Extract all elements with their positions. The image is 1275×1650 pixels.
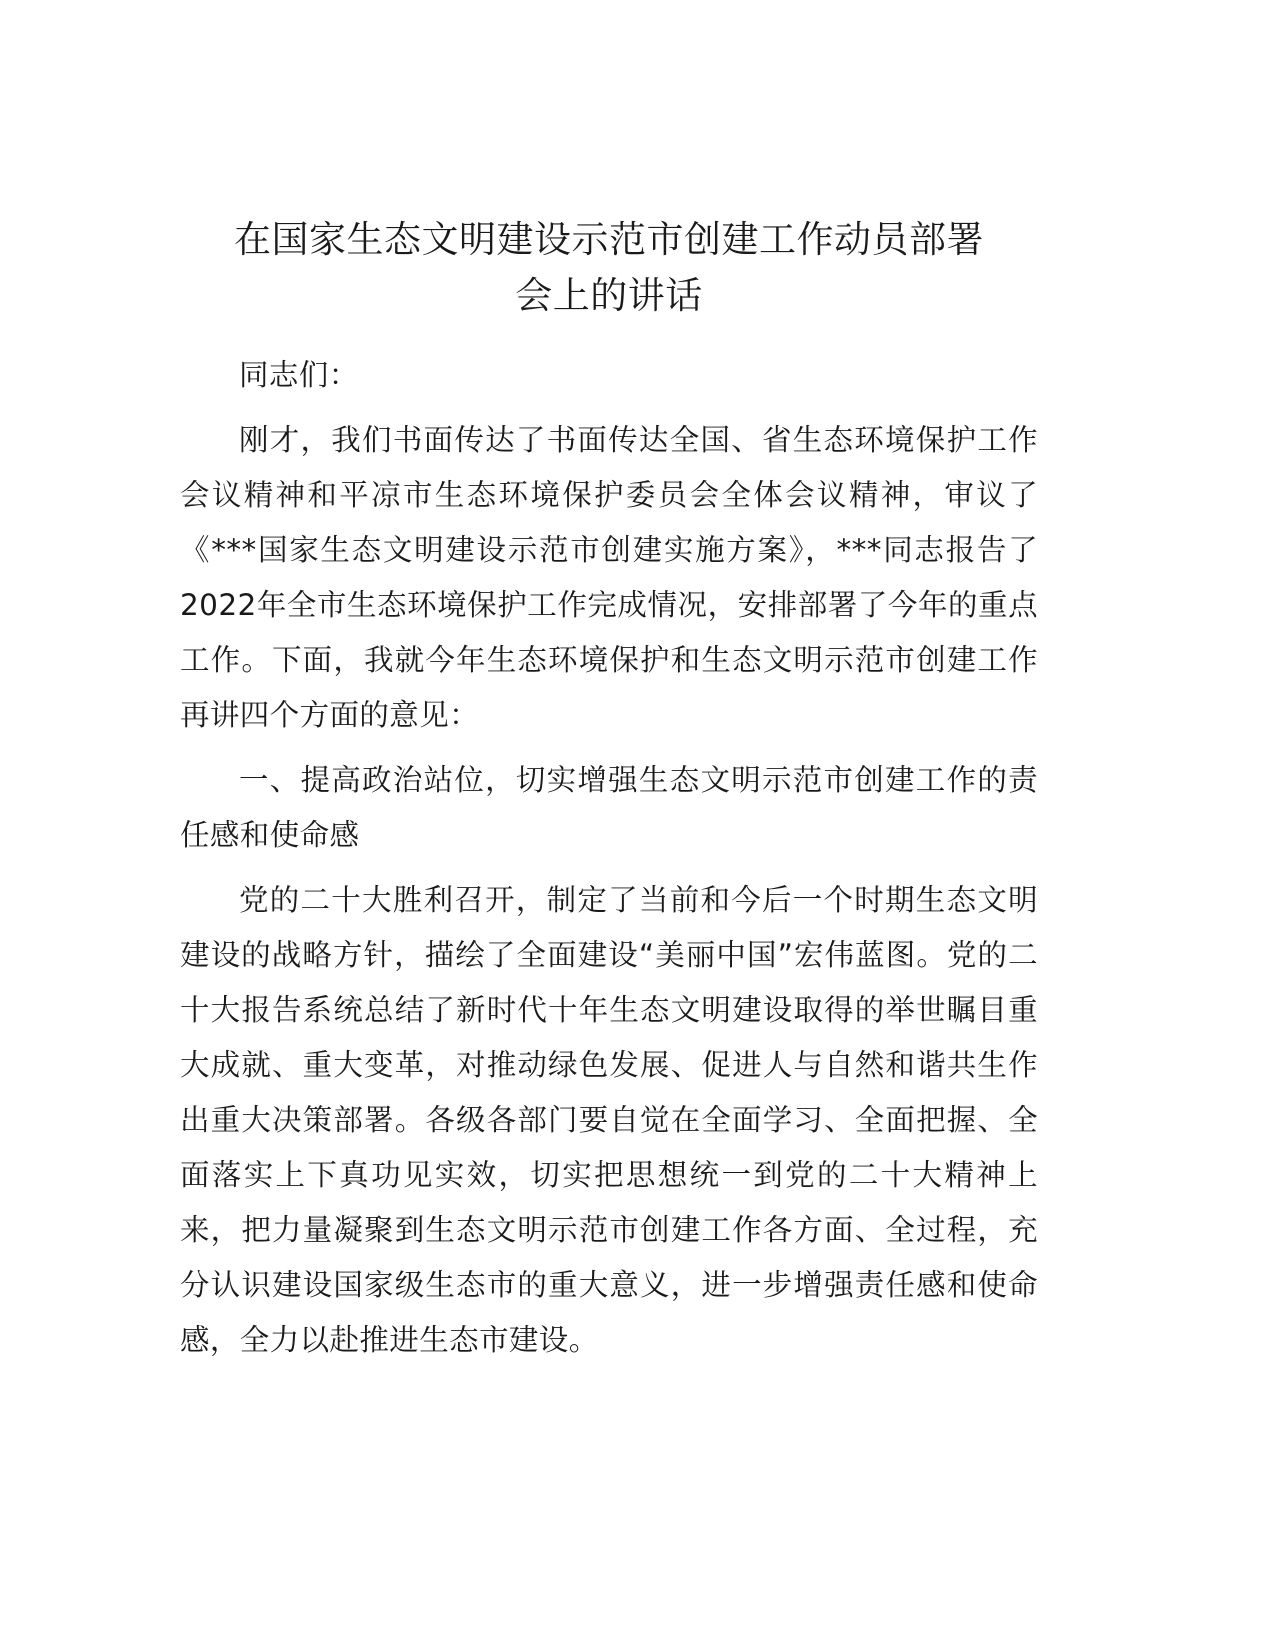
paragraph-intro: 刚才，我们书面传达了书面传达全国、省生态环境保护工作会议精神和平凉市生态环境保护委员会全体会议精神，审议了《***国家生态文明建设示范市创建实施方案》，***同志报告了2022年全市生态环境保护工作完成情况，安排部署了今年的重点工作。下面，我就今年生态环境保护和生态文明示范市创建工作再讲四个方面的意见： — [180, 423, 1038, 732]
section-heading-1: 一、提高政治站位，切实增强生态文明示范市创建工作的责任感和使命感 — [180, 763, 1038, 852]
document-title — [156, 212, 1062, 324]
greeting: 同志们： — [239, 358, 359, 392]
document-page — [180, 212, 1038, 1368]
title-line-2: 会上的讲话 — [515, 274, 703, 317]
paragraph-section-1: 党的二十大胜利召开，制定了当前和今后一个时期生态文明建设的战略方针，描绘了全面建设“美丽中国”宏伟蓝图。党的二十大报告系统总结了新时代十年生态文明建设取得的举世瞩目重大成就、重大变革，对推动绿色发展、促进人与自然和谐共生作出重大决策部署。各级各部门要自觉在全面学习、全面把握、全面落实上下真功见实效，切实把思想统一到党的二十大精神上来，把力量凝聚到生态文明示范市创建工作各方面、全过程，充分认识建设国家级生态市的重大意义，进一步增强责任感和使命感，全力以赴推进生态市建设。 — [180, 883, 1038, 1357]
title-line-1: 在国家生态文明建设示范市创建工作动员部署 — [234, 218, 984, 261]
